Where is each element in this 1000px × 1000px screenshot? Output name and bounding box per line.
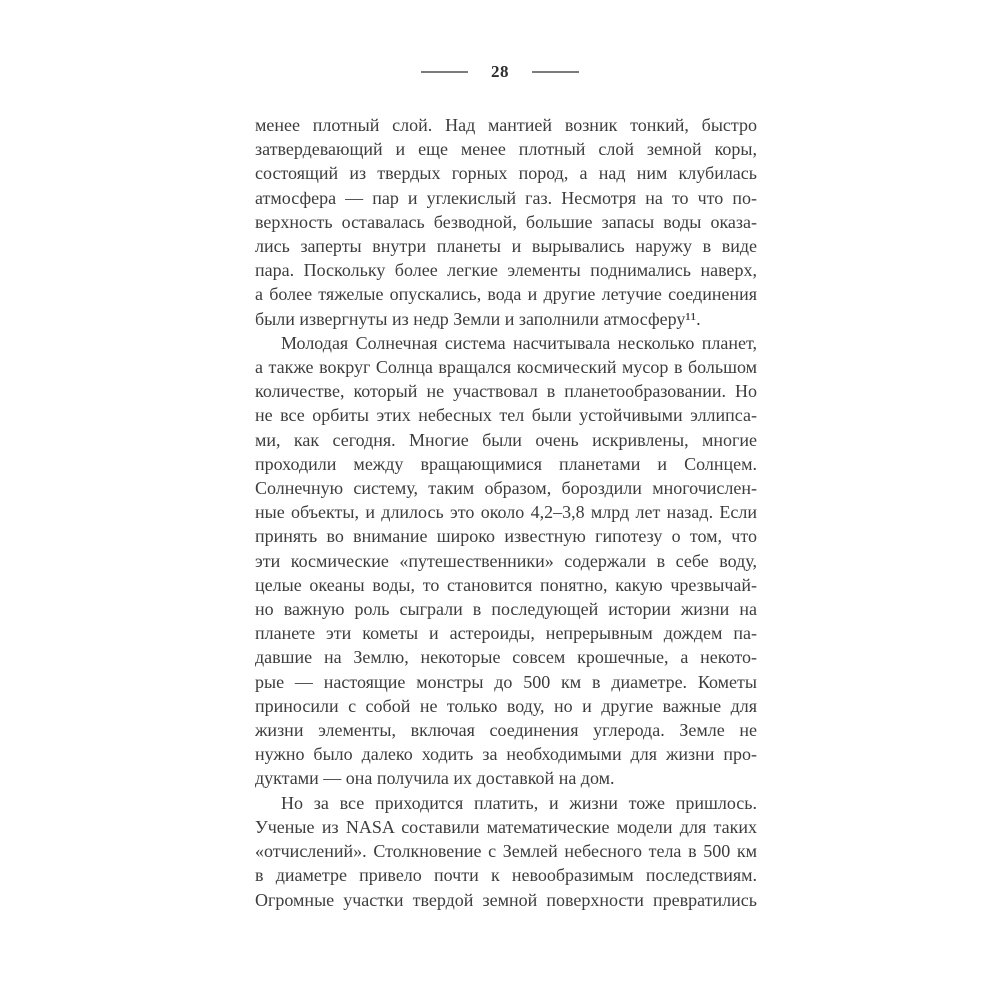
page-number: 28 — [491, 62, 509, 81]
text-line: «отчислений». Столкновение с Землей небесного тела в 500 км — [255, 841, 757, 862]
text-line: а более тяжелые опускались, вода и другие летучие соединения — [255, 284, 757, 305]
text-line: принять во внимание широко известную гипотезу о том, что — [255, 526, 757, 547]
paragraph — [255, 791, 757, 912]
text-line: состоящий из твердых горных пород, а над ним клубилась — [255, 163, 757, 184]
text-line: дуктами — она получила их доставкой на дом. — [255, 768, 615, 789]
text-line: приносили с собой не только воду, но и другие важные для — [255, 695, 757, 716]
text-line: рые — настоящие монстры до 500 км в диаметре. Кометы — [255, 671, 757, 692]
text-line: в диаметре привело почти к невообразимым последствиям. — [255, 865, 757, 886]
text-line: не все орбиты этих небесных тел были устойчивыми эллипса- — [255, 405, 757, 426]
text-line: планете эти кометы и астероиды, непрерывным дождем па- — [255, 623, 757, 644]
text-line: лись заперты внутри планеты и вырывались наружу в виде — [255, 236, 757, 257]
text-line: Молодая Солнечная система насчитывала несколько планет, — [281, 332, 757, 353]
text-line: Но за все приходится платить, и жизни тоже пришлось. — [281, 792, 757, 813]
text-line: целые океаны воды, то становится понятно, какую чрезвычай- — [255, 574, 757, 595]
text-line: затвердевающий и еще менее плотный слой земной коры, — [255, 139, 757, 160]
text-line: но важную роль сыграли в последующей истории жизни на — [255, 599, 757, 620]
text-line: проходили между вращающимися планетами и Солнцем. — [255, 453, 757, 474]
text-line: жизни элементы, включая соединения углерода. Земле не — [255, 720, 757, 741]
text-line: ми, как сегодня. Многие были очень искривлены, многие — [255, 429, 757, 450]
text-line: эти космические «путешественники» содержали в себе воду, — [255, 550, 757, 571]
text-line: количестве, который не участвовал в планетообразовании. Но — [255, 381, 757, 402]
header-left-rule — [421, 71, 468, 73]
text-body — [255, 113, 757, 912]
text-line: ные объекты, и длилось это около 4,2–3,8 млрд лет назад. Если — [255, 502, 757, 523]
text-line: атмосфера — пар и углекислый газ. Несмотря на то что по- — [255, 187, 757, 208]
text-line: Солнечную систему, таким образом, бороздили многочислен- — [255, 478, 757, 499]
page-header — [0, 61, 1000, 83]
paragraph — [255, 331, 757, 791]
text-line: нужно было далеко ходить за необходимыми для жизни про- — [255, 744, 757, 765]
text-line: а также вокруг Солнца вращался космический мусор в большом — [255, 357, 757, 378]
text-line: Ученые из NASA составили математические модели для таких — [255, 816, 757, 837]
header-right-rule — [532, 71, 579, 73]
text-line: менее плотный слой. Над мантией возник тонкий, быстро — [255, 115, 757, 135]
text-line: давшие на Землю, некоторые совсем крошечные, а некото- — [255, 647, 757, 668]
paragraph — [255, 113, 757, 331]
text-line: верхность оставалась безводной, большие запасы воды оказа- — [255, 211, 757, 232]
text-line: Огромные участки твердой земной поверхности превратились — [255, 889, 757, 910]
text-line: пара. Поскольку более легкие элементы поднимались наверх, — [255, 260, 757, 281]
text-line: были извергнуты из недр Земли и заполнили атмосферу¹¹. — [255, 308, 701, 329]
